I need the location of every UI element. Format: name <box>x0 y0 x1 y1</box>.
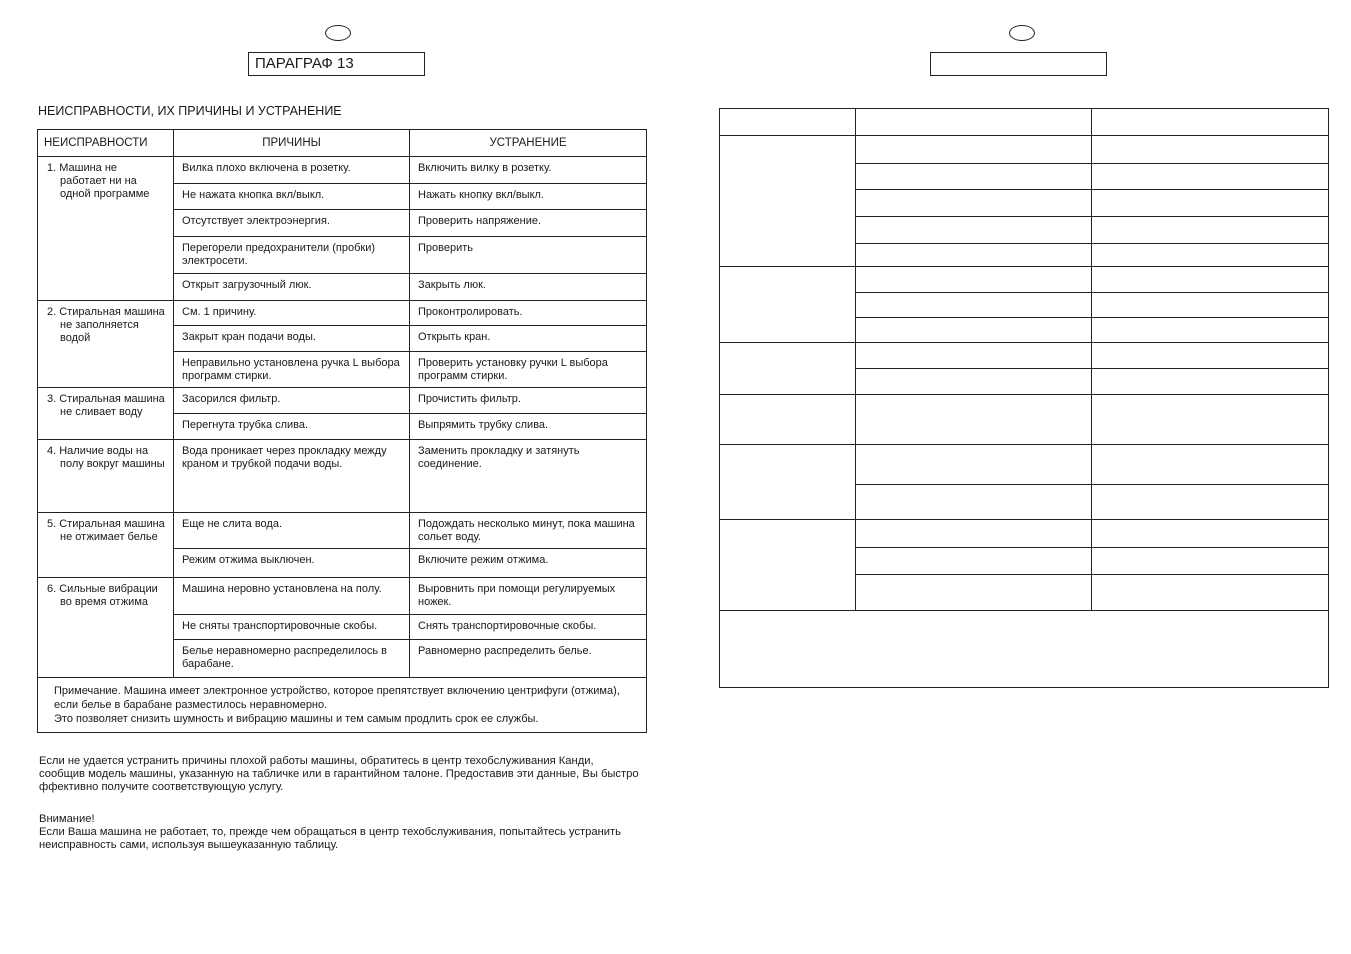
remedy-cell: Нажать кнопку вкл/выкл. <box>410 184 647 210</box>
fault-text: 5. Стиральная машина не отжимает белье <box>47 518 165 543</box>
remedy-cell: Выровнить при помощи регулируемых ножек. <box>410 578 647 615</box>
table-row <box>720 445 1329 485</box>
remedy-cell: Открыть кран. <box>410 326 647 352</box>
note-line-2: Это позволяет снизить шумность и вибрацию машины и тем самым продлить срок ее службы. <box>54 713 539 725</box>
note-row <box>720 611 1329 688</box>
fault-text: 6. Сильные вибрации во время отжима <box>47 583 158 608</box>
table-header-row <box>720 109 1329 136</box>
troubleshooting-table <box>37 129 647 733</box>
cause-cell: См. 1 причину. <box>174 301 410 326</box>
fault-text: 3. Стиральная машина не сливает воду <box>47 393 165 418</box>
service-brand: Канди <box>558 755 591 767</box>
warning-title: Внимание! <box>39 813 95 825</box>
fault-text: 2. Стиральная машина не заполняется водой <box>47 306 165 344</box>
remedy-cell: Прочистить фильтр. <box>410 388 647 414</box>
table-row <box>720 520 1329 548</box>
table-row <box>38 440 647 513</box>
table-row <box>720 395 1329 445</box>
table-row <box>38 513 647 549</box>
warning-text: Если Ваша машина не работает, то, прежде чем обращаться в центр техобслуживания, попытайтесь устранить неисправность сами, используя вышеуказанную таблицу. <box>39 826 621 851</box>
remedy-cell: Включите режим отжима. <box>410 549 647 578</box>
language-badge-oval-right <box>1009 25 1035 41</box>
header-causes: ПРИЧИНЫ <box>174 130 410 157</box>
cause-cell: Перегнута трубка слива. <box>174 414 410 440</box>
note-line-1: Примечание. Машина имеет электронное устройство, которое препятствует включению центрифуги (отжима), если белье в барабане разместилось неравномерно. <box>54 685 620 711</box>
cause-cell: Не сняты транспортировочные скобы. <box>174 615 410 640</box>
table-row <box>38 388 647 414</box>
fault-cell <box>38 578 174 678</box>
cause-cell: Вода проникает через прокладку между краном и трубкой подачи воды. <box>174 440 410 513</box>
note-row <box>38 678 647 733</box>
fault-text: 1. Машина не работает ни на одной программе <box>47 162 150 200</box>
fault-cell <box>38 440 174 513</box>
cause-cell: Отсутствует электроэнергия. <box>174 210 410 237</box>
header-remedy: УСТРАНЕНИЕ <box>410 130 647 157</box>
cause-cell: Машина неровно установлена на полу. <box>174 578 410 615</box>
fault-cell <box>38 301 174 388</box>
cause-cell: Засорился фильтр. <box>174 388 410 414</box>
remedy-cell: Равномерно распределить белье. <box>410 640 647 678</box>
cause-cell: Перегорели предохранители (пробки) электросети. <box>174 237 410 274</box>
table-row <box>38 301 647 326</box>
table-row <box>720 136 1329 164</box>
service-paragraph <box>39 755 639 794</box>
remedy-cell: Снять транспортировочные скобы. <box>410 615 647 640</box>
cause-cell: Неправильно установлена ручка L выбора программ стирки. <box>174 352 410 388</box>
remedy-cell: Включить вилку в розетку. <box>410 157 647 184</box>
remedy-cell: Подождать несколько минут, пока машина сольет воду. <box>410 513 647 549</box>
remedy-cell: Проверить <box>410 237 647 274</box>
fault-text: 4. Наличие воды на полу вокруг машины <box>47 445 165 470</box>
paragraph-label-box-right <box>930 52 1107 76</box>
language-badge-oval <box>325 25 351 41</box>
remedy-cell: Проконтролировать. <box>410 301 647 326</box>
table-row <box>720 267 1329 293</box>
cause-cell: Вилка плохо включена в розетку. <box>174 157 410 184</box>
cause-cell: Не нажата кнопка вкл/выкл. <box>174 184 410 210</box>
cause-cell: Закрыт кран подачи воды. <box>174 326 410 352</box>
table-row <box>38 157 647 184</box>
cause-cell: Режим отжима выключен. <box>174 549 410 578</box>
service-text-after: , сообщив модель машины, указанную на табличке или в гарантийном талоне. Предоставив эти данные, Вы быстро ффективно получите соответствующую услугу. <box>39 755 639 793</box>
cause-cell: Белье неравномерно распределилось в барабане. <box>174 640 410 678</box>
blank-troubleshooting-table <box>719 108 1329 688</box>
remedy-cell: Закрыть люк. <box>410 274 647 301</box>
fault-cell <box>38 388 174 440</box>
remedy-cell: Выпрямить трубку слива. <box>410 414 647 440</box>
header-faults: НЕИСПРАВНОСТИ <box>38 130 174 157</box>
section-title: НЕИСПРАВНОСТИ, ИХ ПРИЧИНЫ И УСТРАНЕНИЕ <box>38 104 342 118</box>
remedy-cell: Заменить прокладку и затянуть соединение. <box>410 440 647 513</box>
remedy-cell: Проверить напряжение. <box>410 210 647 237</box>
service-text-before: Если не удается устранить причины плохой работы машины, обратитесь в центр техобслуживания <box>39 755 559 767</box>
fault-cell <box>38 513 174 578</box>
table-row <box>720 343 1329 369</box>
paragraph-label-box: ПАРАГРАФ 13 <box>248 52 425 76</box>
table-row <box>38 578 647 615</box>
table-header-row <box>38 130 647 157</box>
remedy-cell: Проверить установку ручки L выбора программ стирки. <box>410 352 647 388</box>
cause-cell: Открыт загрузочный люк. <box>174 274 410 301</box>
cause-cell: Еще не слита вода. <box>174 513 410 549</box>
fault-cell <box>38 157 174 301</box>
note-cell <box>38 678 647 733</box>
